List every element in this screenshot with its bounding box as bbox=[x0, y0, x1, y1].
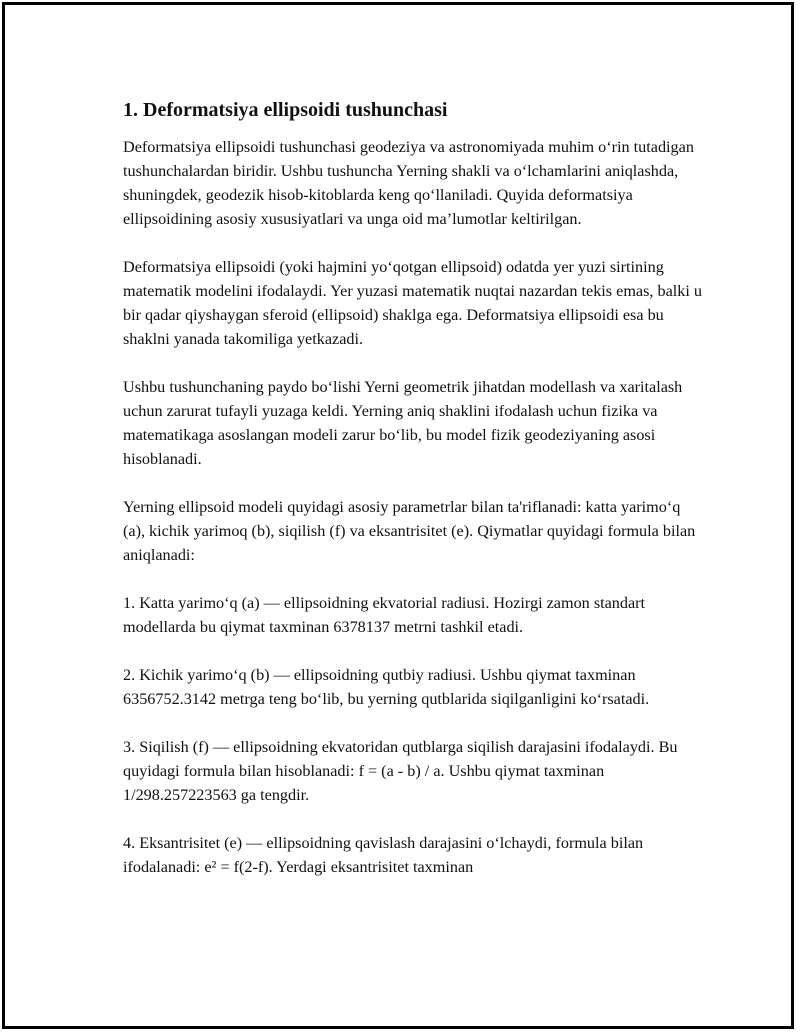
section-heading: 1. Deformatsiya ellipsoidi tushunchasi bbox=[123, 99, 448, 121]
paragraph-eccentricity: 4. Eksantrisitet (e) — ellipsoidning qavislash darajasini o‘lchaydi, formula bilan ifodalanadi: e² = f(2-f). Yerdagi eksantrisitet taxminan bbox=[123, 834, 644, 876]
paragraph-parameters: Yerning ellipsoid modeli quyidagi asosiy parametrlar bilan ta'riflanadi: katta yarimo‘q (a), kichik yarimoq (b), siqilish (f) va eksantrisitet (e). Qiymatlar quyidagi formula bilan aniqlanadi: bbox=[123, 498, 696, 564]
paragraph-definition: Deformatsiya ellipsoidi (yoki hajmini yo‘qotgan ellipsoid) odatda yer yuzi sirtining matematik modelini ifodalaydi. Yer yuzasi matematik nuqtai nazardan tekis emas, balki u bir qadar qiyshaygan sferoid (ellipsoid) shaklga ega. Deformatsiya ellipsoidi esa bu shaklni yanada takomiliga yetkazadi. bbox=[123, 258, 702, 348]
paragraph-intro: Deformatsiya ellipsoidi tushunchasi geodeziya va astronomiyada muhim o‘rin tutadigan tushunchalardan biridir. Ushbu tushuncha Yerning shakli va o‘lchamlarini aniqlashda, shuningdek, geodezik hisob-kitoblarda keng qo‘llaniladi. Quyida deformatsiya ellipsoidining asosiy xususiyatlari va unga oid ma’lumotlar keltirilgan. bbox=[123, 138, 694, 228]
document-body bbox=[123, 97, 703, 903]
paragraph-origin: Ushbu tushunchaning paydo bo‘lishi Yerni geometrik jihatdan modellash va xaritalash uchun zarurat tufayli yuzaga keldi. Yerning aniq shaklini ifodalash uchun fizika va matematikaga asoslangan modeli zarur bo‘lib, bu model fizik geodeziyaning asosi hisoblanadi. bbox=[123, 378, 683, 468]
paragraph-flattening: 3. Siqilish (f) — ellipsoidning ekvatoridan qutblarga siqilish darajasini ifodalaydi. Bu quyidagi formula bilan hisoblanadi: f = (a - b) / a. Ushbu qiymat taxminan 1/298.257223563 ga tengdir. bbox=[123, 738, 678, 804]
paragraph-semi-minor-axis: 2. Kichik yarimo‘q (b) — ellipsoidning qutbiy radiusi. Ushbu qiymat taxminan 6356752.3142 metrga teng bo‘lib, bu yerning qutblarida siqilganligini ko‘rsatadi. bbox=[123, 666, 650, 708]
paragraph-semi-major-axis: 1. Katta yarimo‘q (a) — ellipsoidning ekvatorial radiusi. Hozirgi zamon standart modellarda bu qiymat taxminan 6378137 metrni tashkil etadi. bbox=[123, 594, 646, 636]
page-frame bbox=[2, 2, 794, 1029]
